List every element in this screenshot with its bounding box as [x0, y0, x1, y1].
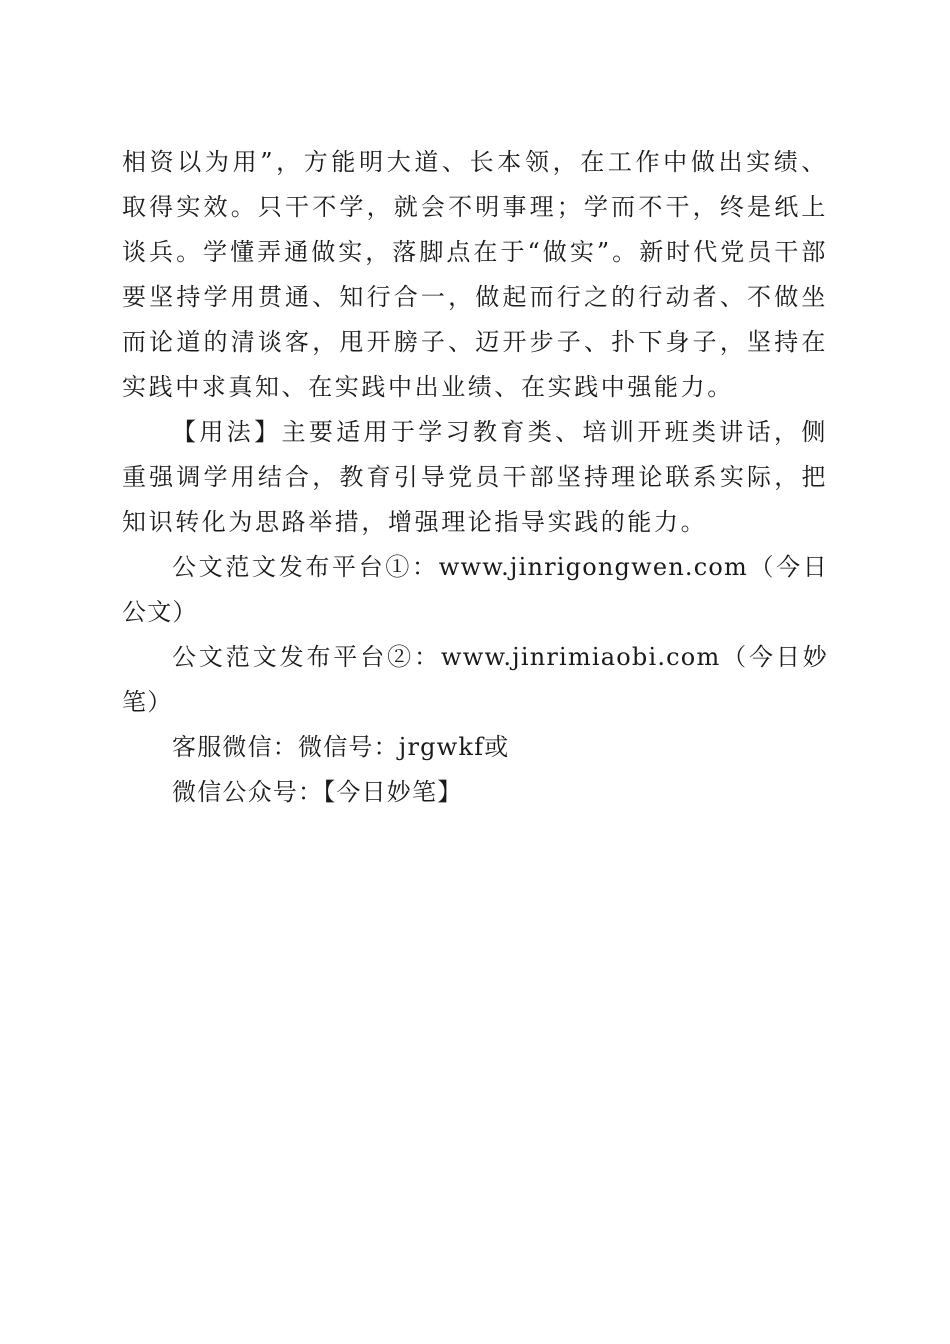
- body-paragraph: 相资以为用”，方能明大道、长本领，在工作中做出实绩、取得实效。只干不学，就会不明事理；学而不干，终是纸上谈兵。学懂弄通做实，落脚点在于“做实”。新时代党员干部要坚持学用贯通、知行合一，做起而行之的行动者、不做坐而论道的清谈客，甩开膀子、迈开步子、扑下身子，坚持在实践中求真知、在实践中出业绩、在实践中强能力。: [122, 148, 828, 401]
- platform-2-line: 公文范文发布平台②：www.jinrimiaobi.com（今日妙笔）: [122, 643, 828, 716]
- platform-1-line: 公文范文发布平台①：www.jinrigongwen.com（今日公文）: [122, 553, 828, 626]
- customer-service-line: 客服微信：微信号：jrgwkf或: [172, 733, 510, 761]
- document-content: [122, 140, 828, 815]
- usage-paragraph: 【用法】主要适用于学习教育类、培训开班类讲话，侧重强调学用结合，教育引导党员干部坚持理论联系实际，把知识转化为思路举措，增强理论指导实践的能力。: [122, 418, 828, 536]
- official-account-line: 微信公众号：【今日妙笔】: [172, 778, 463, 806]
